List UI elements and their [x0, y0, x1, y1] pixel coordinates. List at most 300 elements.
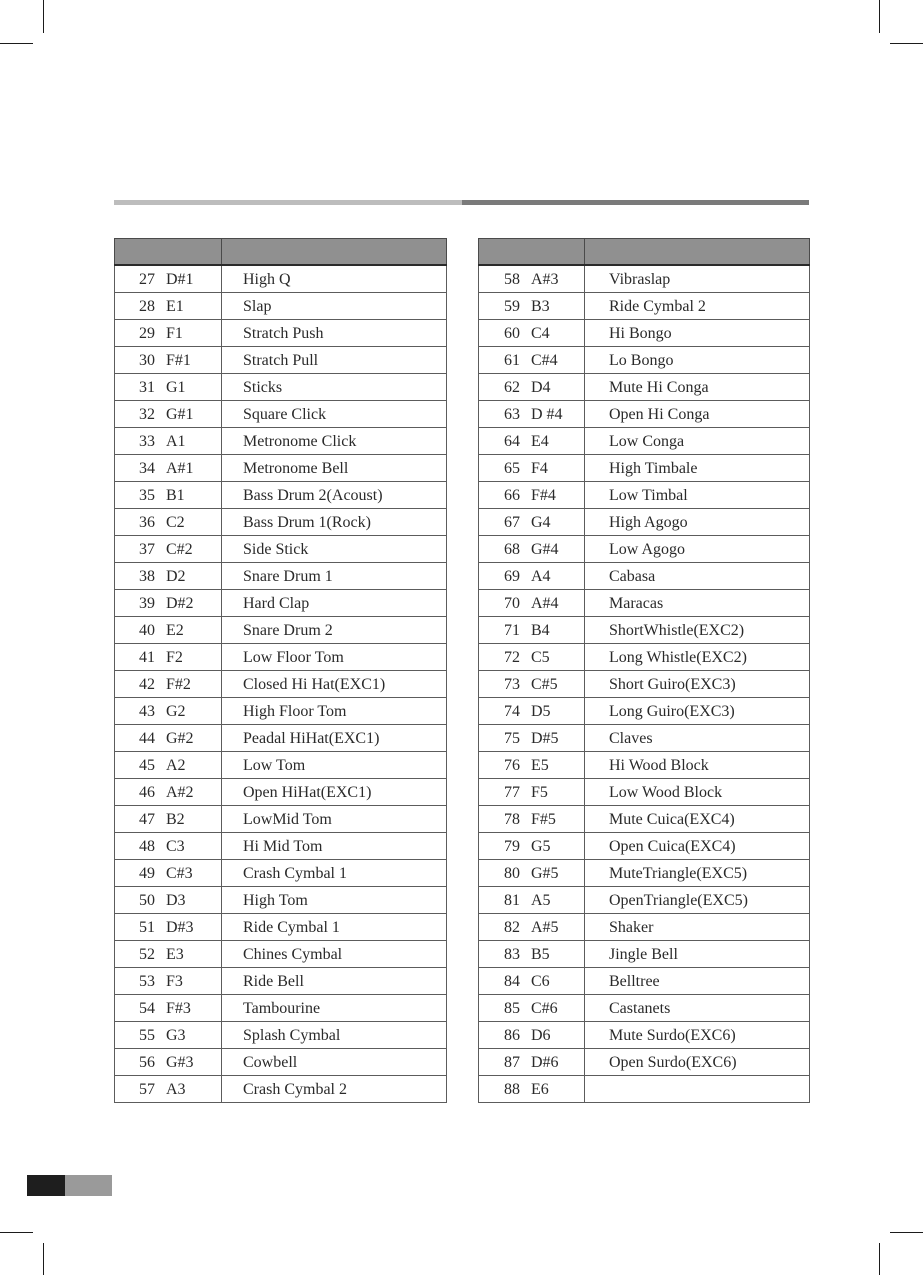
note-name: F#2 [166, 676, 191, 693]
note-cell [479, 968, 585, 995]
key-number: 66 [504, 487, 520, 504]
note-cell [479, 644, 585, 671]
note-name: G#3 [166, 1054, 194, 1071]
note-name: F1 [166, 325, 183, 342]
table-row [479, 752, 810, 779]
table-row [479, 617, 810, 644]
note-name: E6 [531, 1081, 549, 1098]
note-cell [479, 293, 585, 320]
instrument-name: Low Wood Block [585, 779, 810, 806]
table-row [115, 968, 447, 995]
note-name: A#3 [531, 271, 559, 288]
table-row [479, 482, 810, 509]
note-name: G3 [166, 1027, 186, 1044]
table-row [479, 265, 810, 293]
drum-map-table-right [478, 238, 810, 1103]
instrument-name: Hi Mid Tom [222, 833, 447, 860]
note-cell [479, 265, 585, 293]
instrument-name: High Timbale [585, 455, 810, 482]
key-number: 35 [139, 487, 155, 504]
key-number: 70 [504, 595, 520, 612]
instrument-name: Maracas [585, 590, 810, 617]
instrument-name: Mute Surdo(EXC6) [585, 1022, 810, 1049]
note-name: C5 [531, 649, 550, 666]
note-name: E5 [531, 757, 549, 774]
note-name: D4 [531, 379, 551, 396]
instrument-name: Open Cuica(EXC4) [585, 833, 810, 860]
instrument-name: Hi Bongo [585, 320, 810, 347]
table-row [115, 374, 447, 401]
key-number: 45 [139, 757, 155, 774]
table-row [115, 995, 447, 1022]
note-cell [479, 698, 585, 725]
instrument-name: Ride Cymbal 2 [585, 293, 810, 320]
note-cell [479, 401, 585, 428]
note-cell [479, 563, 585, 590]
note-cell [115, 509, 222, 536]
key-number: 68 [504, 541, 520, 558]
note-name: F#5 [531, 811, 556, 828]
note-cell [115, 968, 222, 995]
table-row [115, 428, 447, 455]
crop-mark [890, 43, 923, 44]
note-name: E3 [166, 946, 184, 963]
note-cell [479, 374, 585, 401]
note-name: F2 [166, 649, 183, 666]
note-cell [115, 914, 222, 941]
key-number: 79 [504, 838, 520, 855]
instrument-name: OpenTriangle(EXC5) [585, 887, 810, 914]
note-name: F3 [166, 973, 183, 990]
instrument-name: Mute Cuica(EXC4) [585, 806, 810, 833]
header-cell-name [222, 239, 447, 266]
header-cell-note [479, 239, 585, 266]
note-name: G#1 [166, 406, 194, 423]
note-name: D #4 [531, 406, 563, 423]
key-number: 27 [139, 271, 155, 288]
note-name: D3 [166, 892, 186, 909]
table-row [115, 725, 447, 752]
table-header-row [115, 239, 447, 266]
key-number: 64 [504, 433, 520, 450]
instrument-name: Slap [222, 293, 447, 320]
instrument-name: Long Guiro(EXC3) [585, 698, 810, 725]
drum-map-rows-left [115, 265, 447, 1103]
note-name: E1 [166, 298, 184, 315]
instrument-name: Square Click [222, 401, 447, 428]
instrument-name: High Agogo [585, 509, 810, 536]
table-row [479, 779, 810, 806]
note-name: D#6 [531, 1054, 559, 1071]
key-number: 84 [504, 973, 520, 990]
note-cell [115, 995, 222, 1022]
crop-mark [0, 1232, 33, 1233]
crop-mark [43, 1243, 44, 1275]
header-rule-left [114, 200, 462, 205]
key-number: 51 [139, 919, 155, 936]
key-number: 32 [139, 406, 155, 423]
instrument-name: Cowbell [222, 1049, 447, 1076]
instrument-name: Metronome Bell [222, 455, 447, 482]
instrument-name: High Q [222, 265, 447, 293]
note-name: A4 [531, 568, 551, 585]
note-cell [115, 455, 222, 482]
note-cell [115, 617, 222, 644]
note-name: G#2 [166, 730, 194, 747]
note-name: C4 [531, 325, 550, 342]
note-cell [115, 779, 222, 806]
key-number: 40 [139, 622, 155, 639]
note-cell [115, 671, 222, 698]
crop-mark [0, 43, 33, 44]
note-name: D6 [531, 1027, 551, 1044]
table-row [479, 644, 810, 671]
note-cell [479, 428, 585, 455]
note-cell [115, 320, 222, 347]
instrument-name: Short Guiro(EXC3) [585, 671, 810, 698]
table-row [479, 536, 810, 563]
key-number: 65 [504, 460, 520, 477]
note-cell [479, 320, 585, 347]
key-number: 80 [504, 865, 520, 882]
instrument-name: Jingle Bell [585, 941, 810, 968]
table-row [115, 455, 447, 482]
note-name: C2 [166, 514, 185, 531]
key-number: 78 [504, 811, 520, 828]
table-row [479, 725, 810, 752]
note-cell [479, 833, 585, 860]
instrument-name: Low Timbal [585, 482, 810, 509]
key-number: 61 [504, 352, 520, 369]
key-number: 48 [139, 838, 155, 855]
instrument-name: Chines Cymbal [222, 941, 447, 968]
note-cell [115, 293, 222, 320]
instrument-name [585, 1076, 810, 1103]
key-number: 85 [504, 1000, 520, 1017]
note-cell [115, 482, 222, 509]
note-name: G2 [166, 703, 186, 720]
table-row [115, 752, 447, 779]
note-name: A1 [166, 433, 186, 450]
instrument-name: Metronome Click [222, 428, 447, 455]
instrument-name: LowMid Tom [222, 806, 447, 833]
note-name: G#4 [531, 541, 559, 558]
key-number: 31 [139, 379, 155, 396]
note-name: A#2 [166, 784, 194, 801]
note-name: A2 [166, 757, 186, 774]
instrument-name: Crash Cymbal 2 [222, 1076, 447, 1103]
key-number: 87 [504, 1054, 520, 1071]
table-row [115, 860, 447, 887]
note-cell [115, 698, 222, 725]
key-number: 52 [139, 946, 155, 963]
instrument-name: Open Surdo(EXC6) [585, 1049, 810, 1076]
note-cell [479, 1022, 585, 1049]
note-cell [479, 779, 585, 806]
key-number: 59 [504, 298, 520, 315]
note-name: D2 [166, 568, 186, 585]
note-name: A5 [531, 892, 551, 909]
note-name: A#4 [531, 595, 559, 612]
note-name: B2 [166, 811, 185, 828]
note-cell [115, 1049, 222, 1076]
note-cell [479, 1049, 585, 1076]
note-cell [479, 509, 585, 536]
instrument-name: Low Tom [222, 752, 447, 779]
note-cell [115, 941, 222, 968]
table-row [115, 779, 447, 806]
instrument-name: Peadal HiHat(EXC1) [222, 725, 447, 752]
table-row [479, 1076, 810, 1103]
key-number: 54 [139, 1000, 155, 1017]
key-number: 83 [504, 946, 520, 963]
instrument-name: Crash Cymbal 1 [222, 860, 447, 887]
table-row [479, 1049, 810, 1076]
table-row [115, 1022, 447, 1049]
key-number: 62 [504, 379, 520, 396]
key-number: 82 [504, 919, 520, 936]
key-number: 50 [139, 892, 155, 909]
note-name: B5 [531, 946, 550, 963]
table-row [479, 563, 810, 590]
note-cell [479, 617, 585, 644]
note-name: G1 [166, 379, 186, 396]
key-number: 73 [504, 676, 520, 693]
table-row [115, 347, 447, 374]
table-row [115, 401, 447, 428]
note-cell [115, 563, 222, 590]
note-name: A3 [166, 1081, 186, 1098]
instrument-name: Tambourine [222, 995, 447, 1022]
key-number: 38 [139, 568, 155, 585]
key-number: 76 [504, 757, 520, 774]
table-row [115, 293, 447, 320]
key-number: 39 [139, 595, 155, 612]
table-row [479, 914, 810, 941]
key-number: 53 [139, 973, 155, 990]
instrument-name: Snare Drum 1 [222, 563, 447, 590]
note-cell [479, 752, 585, 779]
instrument-name: Ride Bell [222, 968, 447, 995]
instrument-name: Cabasa [585, 563, 810, 590]
table-row [479, 1022, 810, 1049]
note-cell [479, 590, 585, 617]
note-cell [115, 374, 222, 401]
table-row [115, 806, 447, 833]
note-cell [115, 265, 222, 293]
header-cell-name [585, 239, 810, 266]
table-row [115, 671, 447, 698]
key-number: 67 [504, 514, 520, 531]
instrument-name: Bass Drum 1(Rock) [222, 509, 447, 536]
instrument-name: Splash Cymbal [222, 1022, 447, 1049]
instrument-name: Shaker [585, 914, 810, 941]
note-name: C6 [531, 973, 550, 990]
note-name: A#1 [166, 460, 194, 477]
table-row [479, 941, 810, 968]
note-cell [115, 428, 222, 455]
note-cell [479, 347, 585, 374]
table-row [479, 806, 810, 833]
instrument-name: Belltree [585, 968, 810, 995]
note-cell [115, 1022, 222, 1049]
key-number: 47 [139, 811, 155, 828]
note-name: F4 [531, 460, 548, 477]
table-row [115, 509, 447, 536]
note-cell [115, 752, 222, 779]
note-name: F#1 [166, 352, 191, 369]
instrument-name: Hard Clap [222, 590, 447, 617]
table-row [115, 617, 447, 644]
note-name: G4 [531, 514, 551, 531]
instrument-name: Side Stick [222, 536, 447, 563]
instrument-name: Open HiHat(EXC1) [222, 779, 447, 806]
instrument-name: Bass Drum 2(Acoust) [222, 482, 447, 509]
page-tab-dark [27, 1175, 65, 1196]
instrument-name: Ride Cymbal 1 [222, 914, 447, 941]
key-number: 86 [504, 1027, 520, 1044]
note-name: C#3 [166, 865, 193, 882]
table-row [115, 590, 447, 617]
table-row [479, 833, 810, 860]
page-tab-light [65, 1175, 112, 1196]
crop-mark [879, 1243, 880, 1275]
instrument-name: Hi Wood Block [585, 752, 810, 779]
note-cell [115, 725, 222, 752]
instrument-name: Stratch Pull [222, 347, 447, 374]
key-number: 58 [504, 271, 520, 288]
instrument-name: Open Hi Conga [585, 401, 810, 428]
note-cell [479, 455, 585, 482]
note-name: C3 [166, 838, 185, 855]
instrument-name: Sticks [222, 374, 447, 401]
note-cell [115, 1076, 222, 1103]
table-row [115, 536, 447, 563]
note-name: A#5 [531, 919, 559, 936]
crop-mark [43, 0, 44, 33]
instrument-name: Low Floor Tom [222, 644, 447, 671]
instrument-name: Vibraslap [585, 265, 810, 293]
note-name: C#2 [166, 541, 193, 558]
table-row [115, 644, 447, 671]
note-cell [479, 725, 585, 752]
table-row [479, 320, 810, 347]
instrument-name: MuteTriangle(EXC5) [585, 860, 810, 887]
key-number: 63 [504, 406, 520, 423]
note-name: B3 [531, 298, 550, 315]
key-number: 46 [139, 784, 155, 801]
key-number: 77 [504, 784, 520, 801]
table-row [115, 941, 447, 968]
key-number: 88 [504, 1081, 520, 1098]
key-number: 55 [139, 1027, 155, 1044]
key-number: 41 [139, 649, 155, 666]
drum-map-table-left [114, 238, 447, 1103]
table-row [479, 401, 810, 428]
note-name: D#1 [166, 271, 194, 288]
table-row [479, 860, 810, 887]
note-cell [115, 347, 222, 374]
note-name: C#4 [531, 352, 558, 369]
crop-mark [879, 0, 880, 33]
note-name: D#3 [166, 919, 194, 936]
note-name: F5 [531, 784, 548, 801]
table-row [115, 563, 447, 590]
table-row [115, 914, 447, 941]
note-cell [115, 644, 222, 671]
instrument-name: Low Agogo [585, 536, 810, 563]
key-number: 29 [139, 325, 155, 342]
key-number: 30 [139, 352, 155, 369]
instrument-name: Closed Hi Hat(EXC1) [222, 671, 447, 698]
key-number: 56 [139, 1054, 155, 1071]
note-name: F#3 [166, 1000, 191, 1017]
note-cell [115, 590, 222, 617]
note-cell [479, 860, 585, 887]
instrument-name: High Floor Tom [222, 698, 447, 725]
note-cell [115, 401, 222, 428]
key-number: 57 [139, 1081, 155, 1098]
table-header-row [479, 239, 810, 266]
table-row [479, 347, 810, 374]
key-number: 36 [139, 514, 155, 531]
note-name: B4 [531, 622, 550, 639]
note-cell [479, 995, 585, 1022]
note-name: C#6 [531, 1000, 558, 1017]
instrument-name: Snare Drum 2 [222, 617, 447, 644]
key-number: 81 [504, 892, 520, 909]
table-row [115, 1076, 447, 1103]
note-cell [479, 1076, 585, 1103]
instrument-name: Low Conga [585, 428, 810, 455]
note-cell [479, 941, 585, 968]
key-number: 34 [139, 460, 155, 477]
key-number: 28 [139, 298, 155, 315]
key-number: 42 [139, 676, 155, 693]
note-cell [479, 482, 585, 509]
note-name: C#5 [531, 676, 558, 693]
key-number: 69 [504, 568, 520, 585]
table-row [479, 590, 810, 617]
key-number: 72 [504, 649, 520, 666]
key-number: 49 [139, 865, 155, 882]
table-row [479, 293, 810, 320]
instrument-name: Lo Bongo [585, 347, 810, 374]
note-cell [479, 536, 585, 563]
table-row [479, 995, 810, 1022]
table-row [479, 698, 810, 725]
note-cell [115, 887, 222, 914]
note-cell [115, 860, 222, 887]
note-name: E4 [531, 433, 549, 450]
instrument-name: Mute Hi Conga [585, 374, 810, 401]
key-number: 75 [504, 730, 520, 747]
key-number: 37 [139, 541, 155, 558]
instrument-name: Stratch Push [222, 320, 447, 347]
instrument-name: High Tom [222, 887, 447, 914]
table-row [115, 698, 447, 725]
note-name: B1 [166, 487, 185, 504]
table-row [479, 968, 810, 995]
key-number: 60 [504, 325, 520, 342]
note-name: D#2 [166, 595, 194, 612]
note-cell [115, 806, 222, 833]
note-cell [479, 914, 585, 941]
key-number: 71 [504, 622, 520, 639]
instrument-name: ShortWhistle(EXC2) [585, 617, 810, 644]
table-row [115, 833, 447, 860]
note-cell [479, 671, 585, 698]
